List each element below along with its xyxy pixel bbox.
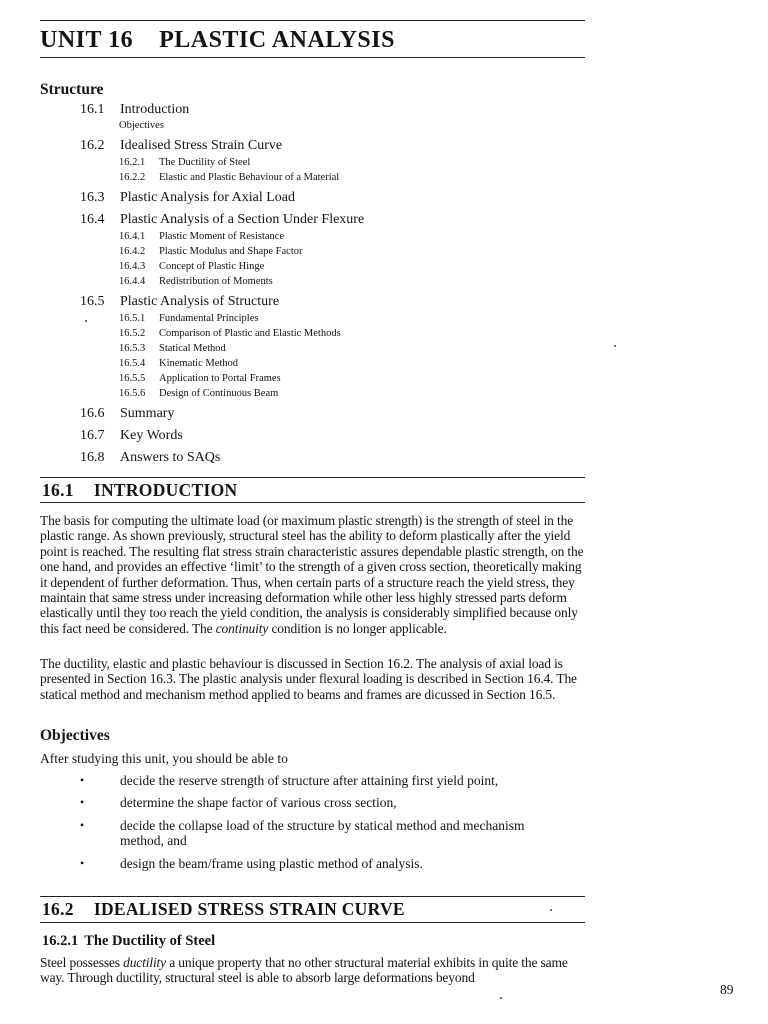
toc-sub-list [80,311,580,401]
unit-title [40,27,395,54]
toc-entry [80,427,580,445]
toc-sub-entry [119,244,580,259]
toc-number: 16.8 [80,450,105,465]
toc-sub-title: Redistribution of Moments [159,276,273,287]
scan-speck [85,320,87,322]
objective-text: design the beam/frame using plastic method of analysis. [120,855,423,871]
bullet-icon: • [80,855,85,870]
toc-number: 16.7 [80,428,105,443]
section-title: INTRODUCTION [93,480,238,500]
section-16-2-heading [42,899,405,920]
toc-objectives: Objectives [119,120,164,131]
toc-sub-title: Plastic Moment of Resistance [159,231,285,242]
toc-title: Introduction [120,102,190,117]
intro-paragraph-1: The basis for computing the ultimate load (or maximum plastic strength) is the strength of steel in the plastic range. As shown previously, structural steel has the ability to deform plastically after the yield point is reached. The resulting flat stress strain characteristic assures dependable plastic strength, on the one hand, and provides an effective ‘limit’ to the strength of a given cross section, theoretically making it dependent of further deformation. Thus, when certain parts of a structure reach the yield stress, they maintain that same stress under increasing deformation while other less highly stressed parts deform elastically until they too reach the yield condition, the analysis is considerably simplified because only this fact need be considered. The continuity condition is no longer applicable. [40,513,584,636]
objective-item [80,856,560,871]
objective-item [80,773,560,788]
page-number: 89 [720,982,734,997]
objectives-list [80,773,560,878]
bullet-icon: • [80,795,85,810]
toc-sub-number: 16.5.3 [119,343,146,354]
toc-sub-list [80,229,580,289]
toc-item [80,137,580,185]
section-16-1-rule-top [40,477,585,478]
toc-sub-number: 16.4.2 [119,246,146,257]
toc-sub-title: Statical Method [159,343,226,354]
toc-item [80,189,580,207]
toc-item [80,293,580,401]
toc-item [80,427,580,445]
section-number: 16.2 [42,899,74,919]
toc-title: Answers to SAQs [120,450,221,465]
toc-sub-entry [119,170,580,185]
toc-sub-entry [119,229,580,244]
toc-number: 16.4 [80,212,105,227]
scan-speck [500,997,502,999]
toc-item [80,211,580,289]
toc-sub-number: 16.2.2 [119,172,146,183]
scan-speck [550,909,552,911]
toc-sub-number: 16.4.1 [119,231,146,242]
objectives-intro: After studying this unit, you should be able to [40,751,288,766]
section-16-1-rule-bottom [40,502,585,503]
section-16-1-heading [42,480,237,501]
toc-sub-title: Design of Continuous Beam [159,388,279,399]
toc-sub-title: Fundamental Principles [159,313,259,324]
objective-item [80,818,560,849]
toc-sub-title: Elastic and Plastic Behaviour of a Material [159,172,340,183]
toc-sub-number: 16.4.4 [119,276,146,287]
toc-entry [80,449,580,467]
toc-number: 16.1 [80,102,105,117]
section-16-2-rule-bottom [40,922,585,923]
toc-title: Plastic Analysis of Structure [120,294,280,309]
objective-text: decide the collapse load of the structure by statical method and mechanism method, and [120,817,525,849]
toc-sub-number: 16.4.3 [119,261,146,272]
toc-item [80,405,580,423]
toc-title: Summary [120,406,175,421]
toc-sub-title: Concept of Plastic Hinge [159,261,265,272]
toc-sub-number: 16.5.4 [119,358,146,369]
toc-sub-number: 16.5.1 [119,313,146,324]
toc-title: Plastic Analysis of a Section Under Flexure [120,212,365,227]
toc-sub-title: The Ductility of Steel [159,157,251,168]
toc-sub-number: 16.5.6 [119,388,146,399]
toc-number: 16.3 [80,190,105,205]
toc-sub-title: Kinematic Method [159,358,239,369]
objective-text: determine the shape factor of various cross section, [120,795,397,811]
toc-sub-entry [119,326,580,341]
toc-sub-entry [119,341,580,356]
toc-sub-entry [119,356,580,371]
toc-sub-entry [119,311,580,326]
toc-sub-title: Comparison of Plastic and Elastic Methods [159,328,341,339]
section-title: IDEALISED STRESS STRAIN CURVE [93,899,405,919]
toc-sub-title: Application to Portal Frames [159,373,281,384]
top-rule [40,20,585,21]
unit-name: PLASTIC ANALYSIS [159,27,395,53]
toc-entry [80,101,580,119]
intro-paragraph-2: The ductility, elastic and plastic behaviour is discussed in Section 16.2. The analysis of axial load is presented in Section 16.3. The plastic analysis under flexural loading is described in Section 16.4. The statical method and mechanism method applied to beams and frames are dicussed in Section 16.5. [40,656,577,702]
emphasis-continuity: continuity [215,620,269,636]
toc-sub-number: 16.5.5 [119,373,146,384]
bullet-icon: • [80,773,85,787]
toc-sub-number: 16.5.2 [119,328,146,339]
toc-sub-entry [119,386,580,401]
toc-sub-entry [119,155,580,170]
toc-item [80,449,580,467]
unit-title-rule [40,57,585,58]
toc-entry [80,189,580,207]
toc-entry [80,137,580,155]
unit-number: UNIT 16 [40,27,134,53]
toc-entry [80,405,580,423]
toc-sub-entry [119,371,580,386]
toc-item [80,101,580,133]
objective-item [80,795,560,810]
objectives-heading: Objectives [40,727,110,744]
ductility-paragraph: Steel possesses ductility a unique property that no other structural material exhibits in quite the same way. Through ductility, structural steel is able to absorb large deformations beyond [40,955,568,986]
toc-sub-entry [119,259,580,274]
section-number: 16.1 [42,480,74,500]
section-16-2-rule-top [40,896,585,897]
structure-heading: Structure [40,81,104,98]
toc-sub-number: 16.2.1 [119,157,146,168]
toc-number: 16.5 [80,294,105,309]
toc-number: 16.6 [80,406,105,421]
toc-entry [80,293,580,311]
toc-title: Idealised Stress Strain Curve [120,138,283,153]
toc-sub-list [80,155,580,185]
subsection-16-2-1-heading: 16.2.1 The Ductility of Steel [42,933,216,949]
toc-title: Key Words [120,428,183,443]
toc-sub-entry [119,274,580,289]
toc-sub-title: Plastic Modulus and Shape Factor [159,246,303,257]
bullet-icon: • [80,817,85,832]
toc-title: Plastic Analysis for Axial Load [120,190,295,205]
emphasis-ductility: ductility [123,955,166,970]
objective-text: decide the reserve strength of structure after attaining first yield point, [120,773,499,788]
scan-speck [614,345,616,347]
table-of-contents [80,101,580,467]
toc-entry [80,211,580,229]
toc-number: 16.2 [80,138,105,153]
